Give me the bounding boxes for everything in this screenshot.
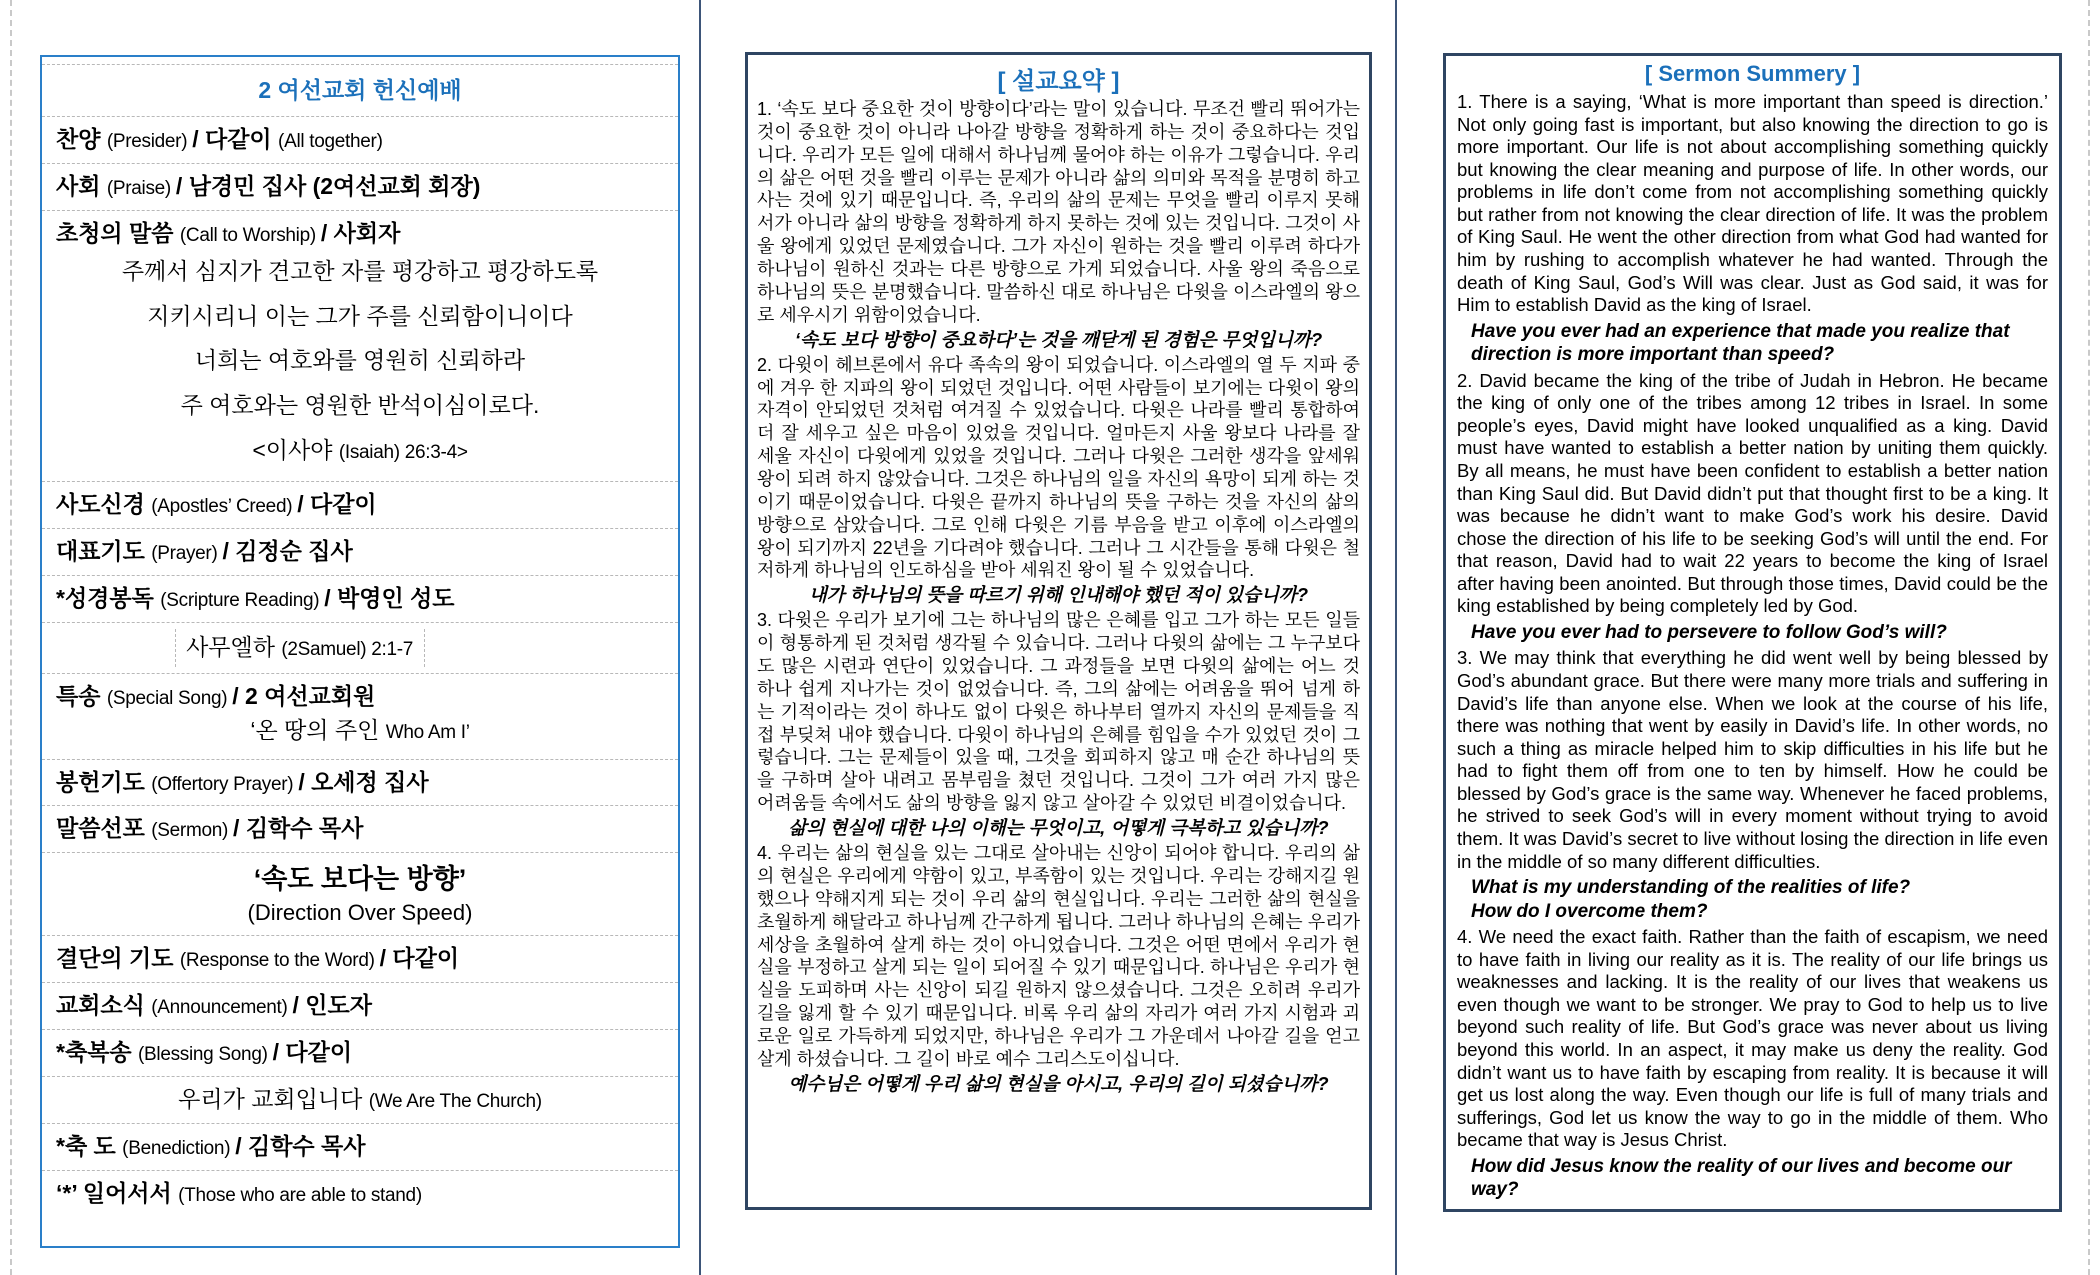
row-call-to-worship	[42, 210, 678, 481]
row-chanyang	[42, 116, 678, 163]
row-sahoe	[42, 163, 678, 210]
worship-line	[56, 294, 664, 339]
text-segment: /	[175, 172, 189, 199]
reflection-question	[757, 1072, 1360, 1096]
row-response	[42, 935, 678, 982]
text-segment: (2Samuel) 2:1-7	[281, 638, 414, 660]
text-segment: 인도자	[305, 992, 372, 1019]
worship-line	[176, 633, 424, 663]
text-segment: 우리가 교회입니다	[178, 1086, 369, 1113]
text-segment: 남경민 집사 (2여선교회 회장)	[188, 172, 481, 199]
text-segment: 대표기도	[56, 537, 152, 564]
text-segment: (Praise)	[106, 177, 176, 199]
worship-order-rows	[42, 57, 678, 1217]
text-segment: 교회소식	[56, 992, 152, 1019]
worship-line	[56, 490, 664, 520]
text-segment: *성경봉독	[56, 584, 161, 611]
text-segment: /	[298, 768, 312, 795]
row-apostles-creed	[42, 481, 678, 528]
question-line: What is my understanding of the realities of life?	[1471, 877, 1911, 899]
reflection-question	[757, 583, 1360, 607]
text-segment: 말씀선포	[56, 815, 152, 842]
question-line: 예수님은 어떻게 우리 삶의 현실을 아시고, 우리의 길이 되셨습니까?	[788, 1072, 1329, 1094]
text-segment: 다같이	[205, 126, 279, 153]
text-segment: 찬양	[56, 126, 107, 153]
question-line: 삶의 현실에 대한 나의 이해는 무엇이고, 어떻게 극복하고 있습니까?	[788, 817, 1329, 839]
text-segment: (Response to the Word)	[179, 950, 380, 972]
text-segment: 다같이	[392, 945, 460, 972]
sermon-paragraph: 3. We may think that everything he did went well by being blessed by God’s abundant grace. But there were many more trials and suffering in David’s life than anyone else. When we look at the course of his life, there was nothing that went by easily in David’s life. In other words, no such a thing as miracle helped him to skip difficulties in his life but he had to fight them off from one to ten by himself. How he could be blessed by God’s grace is the same way. Whenever he faced problems, he strived to seek God’s will in every moment without trying to avoid them. It was David’s secret to live without losing the direction in life even in the middle of so many different difficulties.	[1457, 647, 2048, 872]
sermon-summary-english-panel	[1443, 53, 2062, 1212]
text-segment: 사도신경	[56, 490, 152, 517]
text-segment: 박영인 성도	[337, 584, 455, 611]
text-segment: 주 여호와는 영원한 반석이심이로다.	[180, 392, 540, 419]
worship-order-panel	[40, 55, 680, 1248]
text-segment: 다같이	[310, 490, 377, 517]
reflection-question	[757, 328, 1360, 352]
worship-line	[56, 172, 664, 202]
sermon-paragraph: 1. ‘속도 보다 중요한 것이 방향이다’라는 말이 있습니다. 무조건 빨리 뛰어가는 것이 중요한 것이 아니라 나아갈 방향을 정확하게 하는 것이 중요하다는 것입니다. 우리가 모든 일에 대해서 하나님께 물어야 하는 이유가 그렇습니다. 우리의 삶은 어떤 것을 빨리 이루는 문제가 아니라 삶의 의미와 목적을 분명히 하고 사는 것에 있기 때문입니다. 즉, 우리의 삶의 문제는 무엇을 빨리 이루지 못해서가 아니라 삶의 방향을 정확하게 하지 못하는 것에 있는 것입니다. 그것이 사울 왕에게 있었던 문제였습니다. 그가 자신이 원하는 것을 빨리 이루려 하다가 하나님이 원하신 것과는 다른 방향으로 가게 되었습니다. 사울 왕의 죽음으로 하나님의 뜻은 분명했습니다. 말씀하신 대로 하나님은 다윗을 이스라엘의 왕으로 세우시기 위함이었습니다.	[757, 99, 1360, 325]
text-segment: 사회	[56, 172, 107, 199]
reflection-question	[1471, 320, 2030, 367]
reflection-question	[1471, 1155, 2030, 1202]
scripture-cell	[176, 629, 425, 667]
text-segment: /	[232, 682, 246, 709]
sermon-paragraph: 4. We need the exact faith. Rather than the faith of escapism, we need to have faith in living our reality as it is. The reality of our life brings us weaknesses and lacking. It is the reality of our lives that weakens us even though we want to be stronger. We pray to God to help us to live beyond such reality of life. But God’s grace was never about us living beyond this world. In an aspect, it may make us deny the reality. God didn’t want us to have faith by escaping from reality. It is because it will get us lost along the way. Even though our life is full of many trials and sufferings, God let us know the way to go in the middle of them. Who became that way is Jesus Christ.	[1457, 926, 2048, 1151]
worship-line	[56, 991, 664, 1021]
worship-line	[56, 125, 664, 155]
row-benediction	[42, 1123, 678, 1170]
worship-line	[56, 768, 664, 798]
question-line: ‘속도 보다 방향이 중요하다’는 것을 깨닫게 된 경험은 무엇입니까?	[794, 328, 1323, 350]
text-segment: (Direction Over Speed)	[247, 899, 473, 925]
worship-line	[56, 72, 664, 107]
text-segment: 사무엘하	[186, 633, 282, 660]
text-segment: *축 도	[56, 1133, 123, 1159]
question-line: Have you ever had an experience that made you realize that direction is more important than speed?	[1471, 320, 2010, 366]
fold-line-left	[10, 0, 12, 1275]
service-title	[42, 64, 678, 116]
worship-line	[56, 898, 664, 928]
text-segment: (Special Song)	[106, 687, 233, 709]
text-segment: (Sermon)	[151, 820, 234, 842]
sermon-paragraph: 1. There is a saying, ‘What is more important than speed is direction.’ Not only going fast is important, but also knowing the direction to go is more important. Our life is not about accomplishing something quickly but knowing the clear meaning and purpose of life. In other words, our problems in life don’t come from not accomplishing something quickly but rather from not knowing the clear direction of life. It was the problem of King Saul. He went the other direction from what God had wanted for him by rushing to accomplish whatever he had wanted. Through the death of King Saul, God’s Will was clear. Just as God said, it was for Him to establish David as the king of Israel.	[1457, 91, 2048, 316]
worship-line	[56, 584, 664, 614]
text-segment: 다같이	[285, 1039, 353, 1066]
worship-line	[56, 537, 664, 567]
text-segment: /	[233, 815, 246, 842]
text-segment: (Those who are able to stand)	[178, 1184, 422, 1206]
worship-line	[56, 338, 664, 383]
text-segment: (Isaiah) 26:3-4>	[338, 442, 468, 464]
sermon-summary-korean-panel	[745, 52, 1372, 1210]
worship-line	[56, 1038, 664, 1068]
worship-line	[56, 944, 664, 974]
scripture-ref-cells	[42, 629, 678, 667]
text-segment: (Apostles’ Creed)	[151, 495, 298, 517]
reflection-question	[1471, 876, 2030, 923]
sermon-summary-korean-title: [ 설교요약 ]	[997, 68, 1120, 95]
text-segment: Who Am I’	[385, 722, 470, 744]
question-line: How do I overcome them?	[1471, 900, 1708, 922]
scripture-cell	[42, 629, 176, 667]
text-segment: /	[297, 490, 310, 517]
row-announcement	[42, 982, 678, 1029]
page-divider-2	[1395, 0, 1397, 1275]
text-segment: 특송	[56, 682, 107, 709]
text-segment: /	[192, 126, 205, 153]
row-blessing-song	[42, 1029, 678, 1076]
text-segment: 김정순 집사	[235, 537, 353, 564]
sermon-paragraph: 2. David became the king of the tribe of Judah in Hebron. He became the king of only one of the tribes among 12 tribes in Israel. In some people’s eyes, David might have looked unqualified as a king. David must have wanted to establish a better nation by uniting them quickly. By all means, he must have been confident to establish a better nation than King Saul did. But David didn’t put that thought first to be a king. It was because he didn’t want to make God’s work his desire. David chose the direction of his life to be seeking God’s will until the end. For that reason, David had to wait 22 years to become the king of Israel after having been anointed. But through those times, David could be the king established by being completely led by God.	[1457, 369, 2048, 617]
text-segment: 초청의 말씀	[56, 219, 180, 246]
text-segment: ‘*’ 일어서서	[56, 1179, 179, 1206]
text-segment: 결단의 기도	[56, 945, 180, 972]
worship-line	[56, 711, 664, 750]
row-scripture-reading	[42, 575, 678, 622]
text-segment: ‘온 땅의 주인	[250, 717, 386, 744]
sermon-summary-english-body	[1457, 91, 2048, 1202]
row-offertory-prayer	[42, 759, 678, 806]
text-segment: (Presider)	[106, 131, 193, 153]
question-line: How did Jesus know the reality of our lives and become our way?	[1471, 1155, 2012, 1201]
row-prayer	[42, 528, 678, 575]
text-segment: (Blessing Song)	[138, 1044, 273, 1066]
text-segment: <이사야	[252, 437, 339, 464]
text-segment: (Scripture Reading)	[160, 589, 325, 611]
worship-line	[56, 814, 664, 844]
text-segment: /	[320, 219, 334, 246]
row-sermon	[42, 805, 678, 852]
text-segment: 2 여선교회 헌신예배	[258, 77, 462, 103]
sermon-paragraph: 2. 다윗이 헤브론에서 유다 족속의 왕이 되었습니다. 이스라엘의 열 두 지파 중에 겨우 한 지파의 왕이 되었던 것입니다. 어떤 사람들이 보기에는 다윗이 왕의 자격이 안되었던 것처럼 여겨질 수 있었습니다. 다윗은 나라를 빨리 통합하여 더 잘 세우고 싶은 마음이 있었을 것입니다. 얼마든지 사울 왕보다 나라를 잘 세울 자신이 다윗에게 있었을 것입니다. 그러나 다윗은 그러한 생각을 앞세워 왕이 되려 하지 않았습니다. 그것은 하나님의 일을 자신의 욕망이 되게 하는 것이기 때문이었습니다. 다윗은 끝까지 하나님의 뜻을 구하는 것을 자신의 삶의 방향으로 삼았습니다. 그로 인해 다윗은 기름 부음을 받고 이후에 이스라엘의 왕이 되기까지 22년을 기다려야 했습니다. 그러나 그 시간들을 통해 다윗은 철저하게 하나님의 인도하심을 받아 세워진 왕이 될 수 있었습니다.	[757, 354, 1360, 581]
sermon-paragraph: 4. 우리는 삶의 현실을 있는 그대로 살아내는 신앙이 되어야 합니다. 우리의 삶의 현실은 우리에게 약함이 있고, 부족함이 있는 것입니다. 우리는 강해지길 원했으나 약해지게 되는 것이 우리 삶의 현실입니다. 우리는 그러한 삶의 현실을 초월하게 해달라고 하나님께 간구하게 됩니다. 그러나 하나님의 은혜는 우리가 세상을 초월하여 살게 하는 것이 아니었습니다. 그것은 어떤 면에서 우리가 현실을 부정하고 살게 되는 일이 되어질 수 있기 때문입니다. 하나님은 우리가 현실을 도피하며 사는 신앙이 되길 원하지 않으셨습니다. 그것은 오히려 우리가 길을 잃게 할 수 있기 때문입니다. 비록 우리 삶의 자리가 여러 가지 시험과 괴로운 일로 가득하게 되었지만, 하나님은 우리가 그 가운데서 나아갈 길을 얻고 살게 하셨습니다. 그 길이 바로 예수 그리스도이십니다.	[757, 843, 1360, 1069]
text-segment: 김학수 목사	[245, 815, 364, 842]
worship-line	[56, 861, 664, 897]
text-segment: /	[324, 584, 338, 611]
text-segment: (Benediction)	[122, 1138, 236, 1159]
text-segment: *축복송	[56, 1039, 138, 1066]
question-line: Have you ever had to persevere to follow God’s will?	[1471, 621, 1947, 643]
text-segment: 오세정 집사	[311, 768, 429, 795]
worship-line	[56, 1085, 664, 1115]
scripture-cell	[425, 629, 678, 667]
worship-line	[56, 1179, 664, 1209]
row-stand-note	[42, 1170, 678, 1217]
text-segment: 지키시리니 이는 그가 주를 신뢰함이니이다	[147, 302, 573, 329]
row-special-song	[42, 673, 678, 759]
text-segment: 너희는 여호와를 영원히 신뢰하라	[194, 347, 526, 374]
text-segment: /	[292, 992, 306, 1019]
page-divider-1	[699, 0, 701, 1275]
text-segment: 2 여선교회원	[245, 682, 376, 709]
text-segment: (Call to Worship)	[179, 224, 321, 246]
text-segment: /	[379, 945, 393, 972]
worship-line	[56, 383, 664, 428]
row-sermon-title	[42, 852, 678, 935]
text-segment: ‘속도 보다는 방향’	[253, 864, 467, 895]
worship-line	[56, 1132, 664, 1162]
row-blessing-song-title	[42, 1076, 678, 1123]
sermon-summary-korean-body	[757, 98, 1360, 1096]
fold-line-right	[2088, 0, 2090, 1275]
text-segment: (Announcement)	[151, 997, 293, 1019]
reflection-question	[757, 816, 1360, 840]
sermon-summary-english-title: [ Sermon Summery ]	[1644, 61, 1861, 86]
question-line: 내가 하나님의 뜻을 따르기 위해 인내해야 했던 적이 있습니까?	[808, 584, 1309, 606]
sermon-paragraph: 3. 다윗은 우리가 보기에 그는 하나님의 많은 은혜를 입고 그가 하는 모든 일들이 형통하게 된 것처럼 생각될 수 있습니다. 그러나 다윗의 삶에는 그 누구보다도 많은 시련과 연단이 있었습니다. 그 과정들을 보면 다윗의 삶에는 어느 것 하나 쉽게 지나가는 것이 없었습니다. 즉, 그의 삶에는 어려움을 뛰어 넘게 하는 기적이라는 것이 하나도 없이 다윗은 하나부터 열까지 자신의 문제들을 직접 부딪쳐 내야 했습니다. 다윗이 하나님의 은혜를 힘입을 수가 있었던 것이 그렇습니다. 그는 문제들이 있을 때, 그것을 회피하지 않고 매 순간 하나님의 뜻을 구하며 살아 내려고 몸부림을 쳤던 것입니다. 그것이 그가 여러 가지 많은 어려움들 속에서도 삶의 방향을 잃지 않고 살아갈 수 있었던 비결이었습니다.	[757, 610, 1360, 814]
text-segment: (We Are The Church)	[368, 1091, 542, 1113]
worship-line	[56, 219, 664, 249]
worship-line	[56, 682, 664, 712]
text-segment: /	[272, 1039, 286, 1066]
text-segment: 사회자	[333, 219, 401, 246]
reflection-question	[1471, 621, 2030, 645]
text-segment: (All together)	[278, 131, 383, 153]
text-segment: (Offertory Prayer)	[151, 773, 299, 795]
row-scripture-ref	[42, 622, 678, 673]
text-segment: (Prayer)	[151, 542, 223, 564]
text-segment: /	[235, 1133, 248, 1159]
worship-line	[56, 249, 664, 294]
text-segment: /	[222, 537, 236, 564]
text-segment: 주께서 심지가 견고한 자를 평강하고 평강하도록	[121, 257, 599, 284]
worship-line	[56, 428, 664, 473]
text-segment: 봉헌기도	[56, 768, 152, 795]
text-segment: 김학수 목사	[247, 1133, 366, 1159]
